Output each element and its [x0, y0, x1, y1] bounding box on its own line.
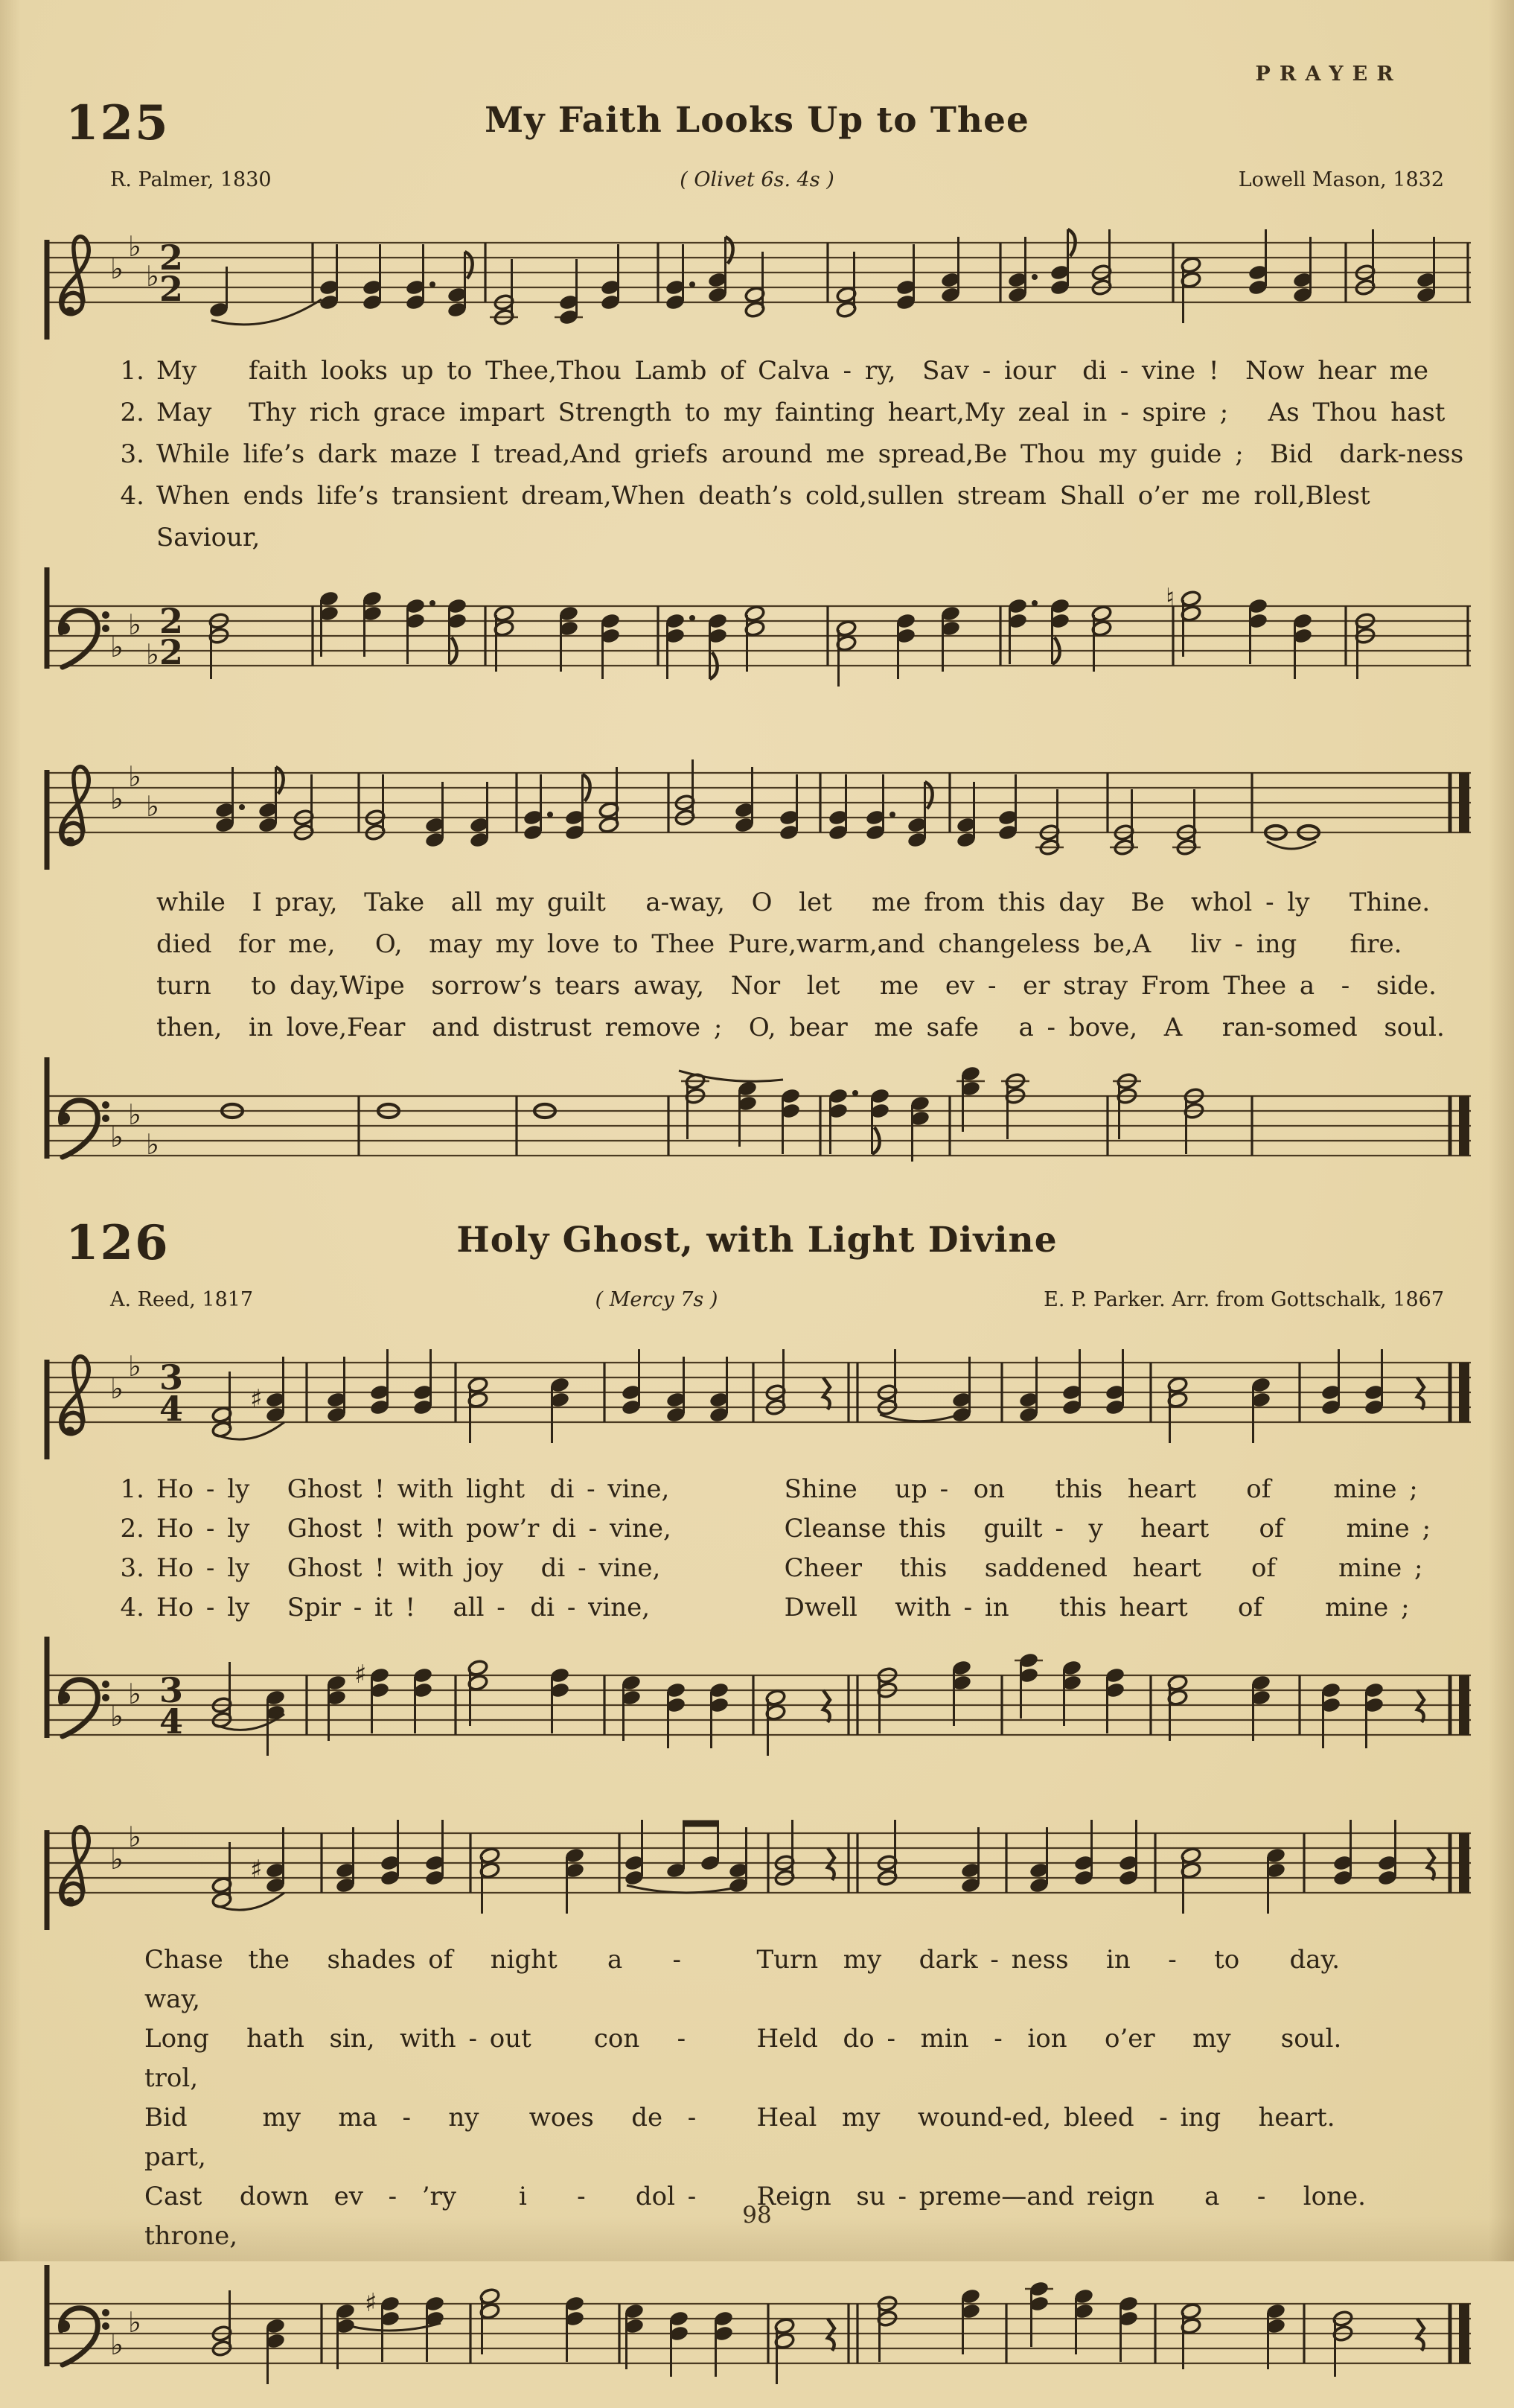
verse-number: 4. — [120, 1593, 144, 1622]
svg-text:♭: ♭ — [110, 783, 124, 815]
svg-text:2: 2 — [159, 238, 184, 278]
hymn-title: Holy Ghost, with Light Divine — [456, 1220, 1058, 1261]
verse-text-right: Shine up - on this heart of mine ; — [784, 1474, 1418, 1504]
verse-number: 1. — [120, 356, 144, 386]
music-system-125-treble-1 — [39, 200, 1475, 347]
spacer — [39, 1200, 1475, 1215]
verse-line — [110, 1549, 1475, 1588]
verse-number: 2. — [120, 1514, 144, 1544]
verse-text-right: Reign su - preme—and reign a - lone. — [756, 2182, 1366, 2211]
verse-line — [110, 1588, 1475, 1628]
svg-text:♭: ♭ — [110, 1843, 124, 1876]
hymn-125-verses-second-half — [156, 882, 1475, 1048]
verse-line — [156, 1007, 1475, 1048]
verse-text-left: Cast down ev - ’ry i - dol - throne, — [144, 2182, 709, 2251]
svg-text:♭: ♭ — [110, 631, 124, 663]
svg-text:♭: ♭ — [146, 1128, 159, 1161]
tune-name: ( Mercy 7s ) — [595, 1288, 718, 1311]
composer-credit: E. P. Parker. Arr. from Gottschalk, 1867 — [1044, 1288, 1444, 1311]
page-number: 98 — [742, 2202, 772, 2229]
svg-text:♭: ♭ — [110, 1700, 124, 1733]
svg-text:2: 2 — [159, 632, 184, 672]
verse-line — [110, 475, 1475, 558]
verse-text-right: Heal my wound-ed, bleed - ing heart. — [756, 2103, 1335, 2133]
svg-text:♭: ♭ — [128, 2306, 141, 2339]
hymn-125-verses-first-half — [110, 350, 1475, 558]
verse-line — [156, 882, 1475, 923]
composer-credit: Lowell Mason, 1832 — [1238, 168, 1444, 191]
verse-text-right: Dwell with - in this heart of mine ; — [784, 1593, 1410, 1622]
verse-number: 1. — [120, 1474, 144, 1504]
svg-text:3: 3 — [159, 1670, 184, 1710]
verse-lead-word: My — [156, 356, 197, 386]
verse-text-left: Bid my ma - ny woes de - part, — [144, 2103, 734, 2172]
music-system-126-bass-2 — [39, 2261, 1475, 2408]
verse-text: faith looks up to Thee,Thou Lamb of Calva - ry, Sav - iour di - vine ! Now hear me — [249, 356, 1428, 386]
verse-line — [110, 350, 1475, 392]
svg-text:♭: ♭ — [146, 260, 159, 293]
verse-text: then, in love,Fear and distrust remove ; O, bear me safe a - bove, A ran-somed soul. — [156, 1013, 1445, 1042]
verse-text: died for me, O, may my love to Thee Pure,warm,and changeless be,A liv - ing fire. — [156, 929, 1402, 959]
svg-text:♭: ♭ — [128, 1678, 141, 1710]
hymn-126-verses-first-half — [110, 1470, 1475, 1628]
svg-text:♭: ♭ — [128, 1098, 141, 1131]
verse-text-left: Ho - ly Spir - it ! all - di - vine, — [156, 1593, 651, 1622]
verse-line — [110, 392, 1475, 433]
verse-line — [156, 965, 1475, 1007]
svg-text:♮: ♮ — [1166, 583, 1175, 613]
verse-number: 3. — [120, 439, 144, 469]
spacer — [39, 1780, 1475, 1790]
svg-text:♭: ♭ — [110, 1372, 124, 1405]
svg-text:♭: ♭ — [128, 230, 141, 263]
music-system-126-treble-2 — [39, 1790, 1475, 1937]
running-head: PRAYER — [1255, 63, 1402, 86]
author-credit: R. Palmer, 1830 — [110, 168, 272, 191]
svg-text:♭: ♭ — [110, 2328, 124, 2361]
svg-text:♭: ♭ — [128, 608, 141, 641]
svg-text:2: 2 — [159, 601, 184, 641]
svg-text:♭: ♭ — [128, 1821, 141, 1853]
verse-number: 3. — [120, 1553, 144, 1583]
verse-number: 4. — [120, 481, 144, 511]
svg-text:♭: ♭ — [128, 760, 141, 793]
music-system-125-treble-2 — [39, 730, 1475, 877]
verse-line — [110, 433, 1475, 475]
verse-text-left: Ho - ly Ghost ! with light di - vine, — [156, 1474, 670, 1504]
verse-line — [156, 923, 1475, 965]
verse-text-left: Long hath sin, with - out con - trol, — [144, 2024, 711, 2093]
verse-line — [144, 2098, 1475, 2177]
music-system-125-bass-1 — [39, 563, 1475, 710]
verse-text: Thy rich grace impart Strength to my fainting heart,My zeal in - spire ; As Thou hast — [249, 398, 1446, 427]
music-system-125-bass-2 — [39, 1053, 1475, 1200]
svg-text:♯: ♯ — [250, 1855, 263, 1885]
verse-text: While life’s dark maze I tread,And griefs around me spread,Be Thou my guide ; Bid dark-ness — [156, 439, 1464, 469]
tune-name: ( Olivet 6s. 4s ) — [680, 168, 834, 191]
verse-line — [110, 1470, 1475, 1509]
verse-lead-word: May — [156, 398, 212, 427]
svg-text:♯: ♯ — [365, 2288, 377, 2318]
spacer — [39, 710, 1475, 730]
author-credit: A. Reed, 1817 — [110, 1288, 254, 1311]
hymn-125-attribution — [39, 168, 1475, 200]
hymn-125-header — [39, 95, 1475, 158]
svg-text:♭: ♭ — [110, 252, 124, 285]
verse-line — [144, 2019, 1475, 2098]
verse-text: turn to day,Wipe sorrow’s tears away, Nor let me ev - er stray From Thee a - side. — [156, 971, 1437, 1001]
verse-text: while I pray, Take all my guilt a-way, O let me from this day Be whol - ly Thine. — [156, 888, 1431, 917]
verse-text-right: Held do - min - ion o’er my soul. — [756, 2024, 1342, 2054]
hymn-number: 125 — [66, 95, 170, 151]
verse-text-left: Ho - ly Ghost ! with pow’r di - vine, — [156, 1514, 671, 1544]
svg-text:2: 2 — [159, 269, 184, 309]
verse-number: 2. — [120, 398, 144, 427]
svg-text:♭: ♭ — [146, 790, 159, 823]
hymn-number: 126 — [66, 1215, 170, 1271]
verse-text-right: Cheer this saddened heart of mine ; — [784, 1553, 1423, 1583]
hymn-title: My Faith Looks Up to Thee — [485, 100, 1029, 141]
svg-text:3: 3 — [159, 1357, 184, 1398]
verse-line — [144, 1940, 1475, 2019]
svg-text:♯: ♯ — [354, 1660, 367, 1689]
svg-text:♭: ♭ — [128, 1350, 141, 1383]
svg-text:4: 4 — [159, 1701, 184, 1742]
verse-text-right: Cleanse this guilt - y heart of mine ; — [784, 1514, 1431, 1544]
music-system-126-treble-1 — [39, 1319, 1475, 1467]
svg-text:♯: ♯ — [250, 1384, 263, 1414]
hymn-125 — [39, 95, 1475, 1200]
svg-text:♭: ♭ — [146, 638, 159, 671]
verse-text: When ends life’s transient dream,When death’s cold,sullen stream Shall o’er me roll,Blest Saviour, — [156, 481, 1384, 552]
verse-text-right: Turn my dark - ness in - to day. — [756, 1945, 1341, 1975]
hymn-126-attribution — [39, 1288, 1475, 1319]
verse-text-left: Chase the shades of night a - way, — [144, 1945, 719, 2014]
verse-line — [110, 1509, 1475, 1549]
music-system-126-bass-1 — [39, 1632, 1475, 1780]
hymn-126-header — [39, 1215, 1475, 1278]
verse-text-left: Ho - ly Ghost ! with joy di - vine, — [156, 1553, 661, 1583]
svg-text:♭: ♭ — [110, 1121, 124, 1153]
svg-text:4: 4 — [159, 1389, 184, 1429]
